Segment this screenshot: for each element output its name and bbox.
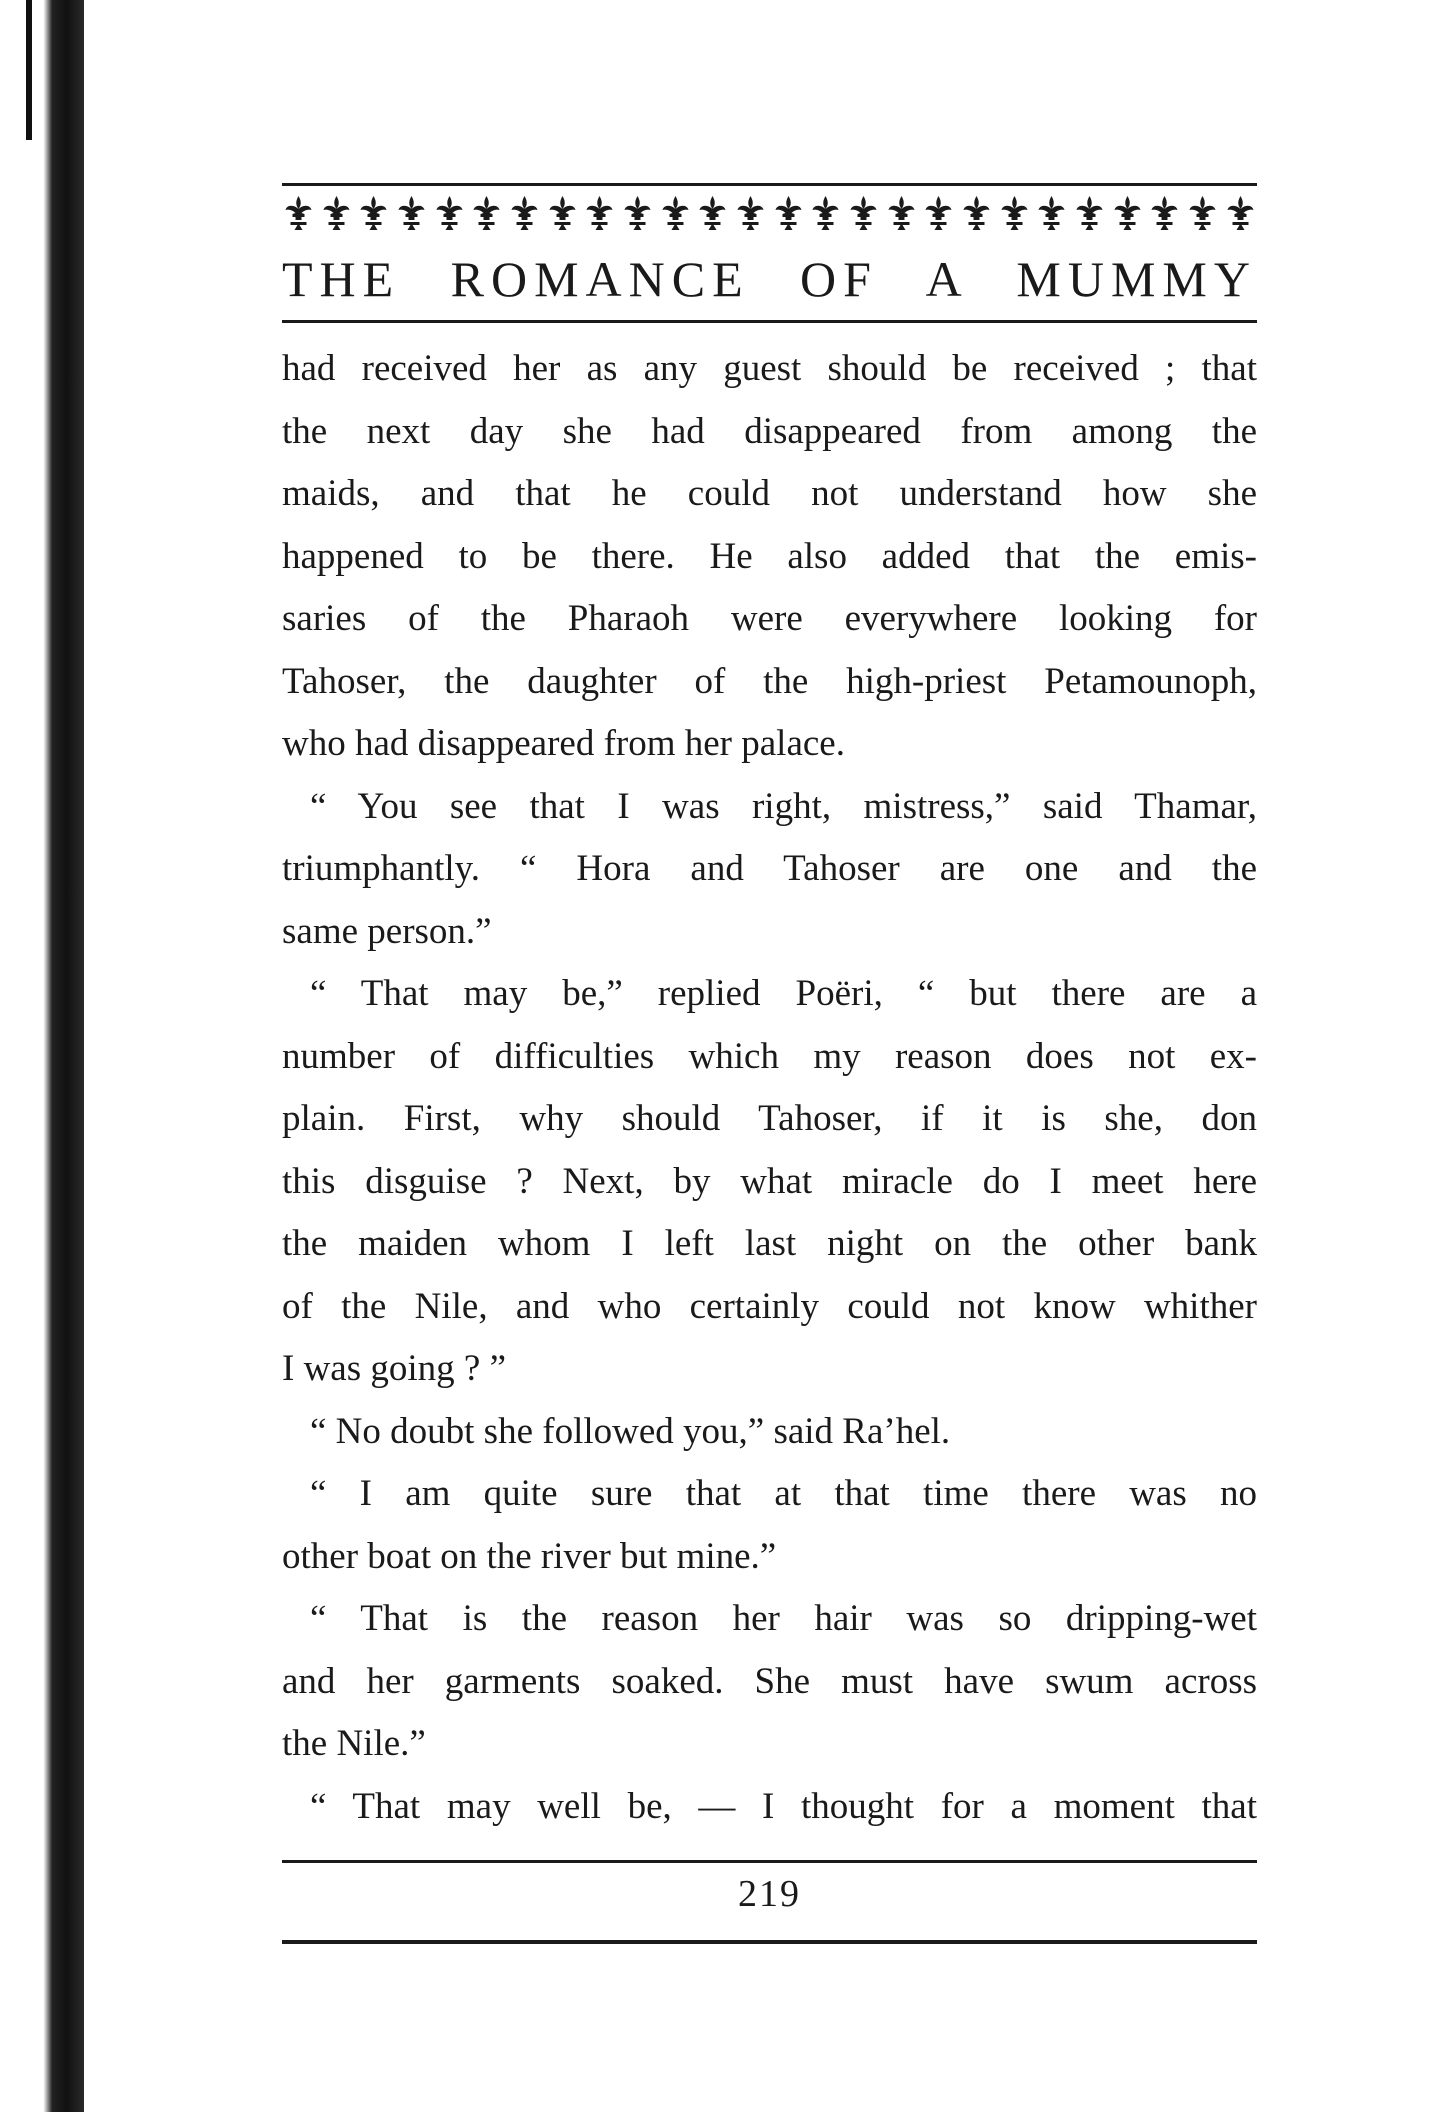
footer-bottom-rule (282, 1940, 1257, 1944)
text-line: other boat on the river but mine.” (282, 1535, 777, 1577)
header-ornament-row (282, 188, 1257, 238)
fleur-ornament-icon (1224, 194, 1257, 232)
page-body-text (282, 338, 1257, 1838)
text-line: happened to be there. He also added that the emis- (282, 535, 1257, 577)
header-bottom-rule (282, 320, 1257, 323)
text-line: maids, and that he could not understand how she (282, 473, 1257, 514)
text-line: “ I am quite sure that at that time there was no (310, 1473, 1257, 1514)
text-line: Tahoser, the daughter of the high-priest Petamounoph, (282, 660, 1257, 702)
fleur-ornament-icon (809, 194, 842, 232)
text-line: who had disappeared from her palace. (282, 723, 845, 764)
text-line: number of difficulties which my reason does not ex- (282, 1035, 1257, 1077)
text-line: and her garments soaked. She must have swum across (282, 1660, 1257, 1702)
running-head: THE ROMANCE OF A MUMMY (282, 251, 1257, 307)
fleur-ornament-icon (1111, 194, 1144, 232)
fleur-ornament-icon (583, 194, 616, 232)
fleur-ornament-icon (696, 194, 729, 232)
text-line: had received her as any guest should be received ; that (282, 348, 1257, 389)
fleur-ornament-icon (885, 194, 918, 232)
text-line: same person.” (282, 910, 492, 952)
fleur-ornament-icon (1073, 194, 1106, 232)
text-line: this disguise ? Next, by what miracle do I meet here (282, 1160, 1257, 1202)
fleur-ornament-icon (659, 194, 692, 232)
text-line: saries of the Pharaoh were everywhere looking for (282, 598, 1257, 639)
fleur-ornament-icon (282, 194, 315, 232)
fleur-ornament-icon (546, 194, 579, 232)
fleur-ornament-icon (1148, 194, 1181, 232)
text-line: I was going ? ” (282, 1348, 506, 1389)
page-number: 219 (738, 1873, 801, 1915)
fleur-ornament-icon (433, 194, 466, 232)
text-line: “ That may well be, — I thought for a moment that (310, 1785, 1257, 1827)
text-line: “ That is the reason her hair was so dripping-wet (310, 1598, 1257, 1639)
fleur-ornament-icon (470, 194, 503, 232)
text-line: “ That may be,” replied Poëri, “ but there are a (310, 973, 1257, 1014)
text-line: of the Nile, and who certainly could not know whither (282, 1285, 1257, 1327)
fleur-ornament-icon (998, 194, 1031, 232)
fleur-ornament-icon (395, 194, 428, 232)
fleur-ornament-icon (357, 194, 390, 232)
text-line: “ No doubt she followed you,” said Ra’hel. (310, 1410, 951, 1452)
fleur-ornament-icon (508, 194, 541, 232)
fleur-ornament-icon (847, 194, 880, 232)
text-line: the Nile.” (282, 1723, 426, 1764)
book-binding-shadow (26, 0, 84, 2112)
text-line: plain. First, why should Tahoser, if it is she, don (282, 1098, 1257, 1139)
text-line: the next day she had disappeared from among the (282, 410, 1257, 452)
fleur-ornament-icon (960, 194, 993, 232)
binding-edge (26, 0, 32, 140)
footer-top-rule (282, 1860, 1257, 1863)
fleur-ornament-icon (922, 194, 955, 232)
fleur-ornament-icon (734, 194, 767, 232)
text-line: the maiden whom I left last night on the other bank (282, 1223, 1257, 1264)
fleur-ornament-icon (320, 194, 353, 232)
text-line: triumphantly. “ Hora and Tahoser are one and the (282, 848, 1257, 889)
fleur-ornament-icon (1035, 194, 1068, 232)
text-line: “ You see that I was right, mistress,” said Thamar, (310, 785, 1257, 827)
fleur-ornament-icon (772, 194, 805, 232)
fleur-ornament-icon (621, 194, 654, 232)
fleur-ornament-icon (1186, 194, 1219, 232)
header-top-rule (282, 183, 1257, 186)
